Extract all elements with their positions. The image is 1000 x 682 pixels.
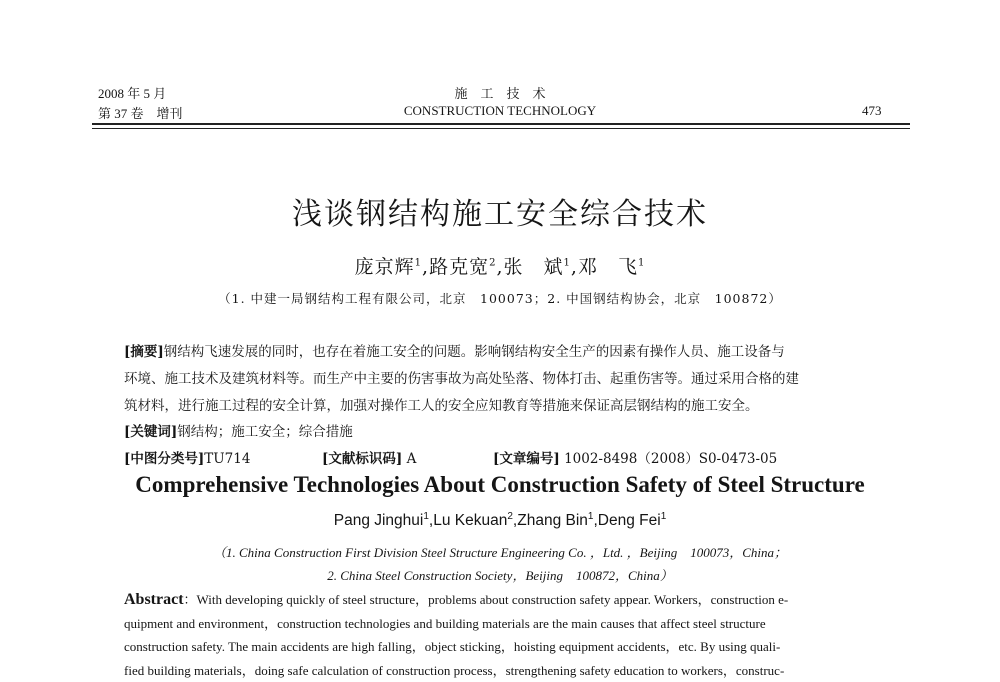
article-number-value: 1002-8498（2008）S0-0473-05 bbox=[564, 451, 778, 467]
article-title-cn: 浅谈钢结构施工安全综合技术 bbox=[292, 197, 708, 232]
author-affil-mark: 2 bbox=[507, 510, 513, 522]
article-number-label: [文章编号] bbox=[493, 451, 560, 467]
author-name-cn: 庞京辉 bbox=[354, 256, 415, 278]
author-affil-mark: 1 bbox=[660, 510, 667, 522]
doc-code-value: A bbox=[406, 451, 417, 467]
keywords-cn bbox=[124, 420, 353, 440]
author-affil-mark: 1 bbox=[414, 257, 423, 269]
author-list-en bbox=[0, 512, 1000, 530]
author-name-en: Pang Jinghui bbox=[333, 512, 424, 529]
author-name-en: Lu Kekuan bbox=[433, 512, 508, 529]
abstract-line: fied building materials，doing safe calculation of construction process，strengthening safety education to workers，construc- bbox=[124, 662, 785, 678]
author-separator: , bbox=[496, 256, 504, 278]
author-list-cn bbox=[0, 252, 1000, 279]
doc-code-label: [文献标识码] bbox=[322, 451, 403, 467]
abstract-label-en: Abstract bbox=[124, 591, 184, 608]
affiliation-en-line-1: （1. China Construction First Division Steel Structure Engineering Co. ，Ltd. ，Beijing 100073，China； bbox=[212, 545, 788, 560]
author-name-cn: 路克宽 bbox=[429, 256, 490, 278]
author-affil-mark: 1 bbox=[587, 510, 594, 522]
author-affil-mark: 1 bbox=[563, 257, 571, 269]
author-name-cn: 邓 飞 bbox=[577, 256, 638, 278]
abstract-line: 钢结构飞速发展的同时，也存在着施工安全的问题。影响钢结构安全生产的因素有操作人员、施工设备与 bbox=[163, 344, 785, 360]
article-title-en: Comprehensive Technologies About Construction Safety of Steel Structure bbox=[135, 472, 865, 497]
keywords-text: 钢结构；施工安全；综合措施 bbox=[177, 424, 353, 440]
document-code bbox=[322, 447, 416, 467]
clc-label: [中图分类号] bbox=[124, 451, 205, 467]
abstract-line: 环境、施工技术及建筑材料等。而生产中主要的伤害事故为高处坠落、物体打击、起重伤害等。通过采用合格的建 bbox=[124, 371, 799, 387]
volume-info: 第 37 卷 增刊 bbox=[98, 106, 183, 121]
author-affil-mark: 2 bbox=[489, 257, 497, 269]
affiliation-cn: （1. 中建一局钢结构工程有限公司，北京 100073；2. 中国钢结构协会，北京 100872） bbox=[218, 291, 782, 306]
clc-value: TU714 bbox=[204, 451, 251, 467]
header-rule-thick bbox=[92, 123, 910, 125]
author-separator: , bbox=[570, 256, 578, 278]
journal-name-cn: 施 工 技 术 bbox=[454, 87, 546, 102]
journal-name-en: CONSTRUCTION TECHNOLOGY bbox=[403, 103, 597, 118]
abstract-cn bbox=[124, 339, 878, 420]
affiliation-en-line-2: 2. China Steel Construction Society，Beijing 100872，China） bbox=[327, 568, 673, 583]
abstract-line: 筑材料，进行施工过程的安全计算，加强对操作工人的安全应知教育等措施来保证高层钢结构的施工安全。 bbox=[124, 398, 759, 414]
abstract-line: construction safety. The main accidents are high falling，object sticking，hoisting equipment accidents，etc. By using quali- bbox=[124, 639, 781, 654]
author-separator: , bbox=[512, 512, 518, 529]
author-affil-mark: 1 bbox=[423, 510, 429, 522]
author-separator: , bbox=[422, 256, 430, 278]
keywords-label: [关键词] bbox=[124, 424, 178, 440]
abstract-label-cn: [摘要] bbox=[124, 344, 164, 360]
author-separator: , bbox=[428, 512, 434, 529]
author-name-en: Deng Fei bbox=[597, 512, 661, 529]
clc-number bbox=[124, 447, 250, 467]
page-number: 473 bbox=[862, 103, 882, 118]
author-name-cn: 张 斌 bbox=[503, 256, 564, 278]
abstract-line: quipment and environment，construction technologies and building materials are the main causes that affect steel structure bbox=[124, 615, 766, 631]
author-name-en: Zhang Bin bbox=[517, 512, 588, 529]
author-affil-mark: 1 bbox=[637, 257, 646, 269]
article-number bbox=[493, 447, 777, 467]
abstract-en bbox=[124, 588, 878, 682]
issue-date: 2008 年 5 月 bbox=[98, 86, 167, 101]
abstract-line: ：With developing quickly of steel structure，problems about construction safety appear. Workers，construction e- bbox=[183, 592, 789, 607]
author-separator: , bbox=[593, 512, 598, 529]
header-rule-thin bbox=[92, 128, 910, 129]
